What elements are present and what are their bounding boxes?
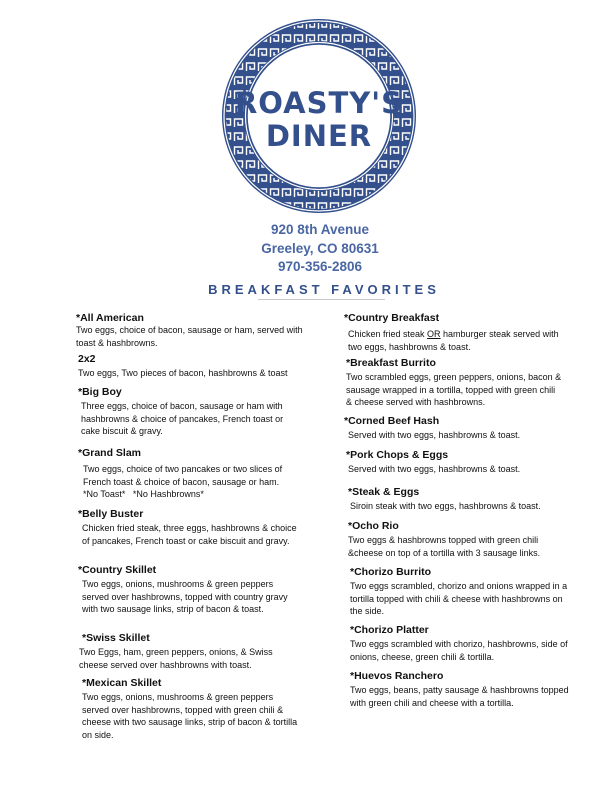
item-name: *Chorizo Burrito bbox=[350, 566, 432, 578]
menu-item-ocho-rio bbox=[348, 520, 570, 559]
menu-item-swiss-skillet bbox=[79, 632, 304, 671]
menu-item-chorizo-burrito bbox=[350, 566, 576, 618]
menu-item-all-american bbox=[76, 312, 308, 349]
item-description: Served with two eggs, hashbrowns & toast. bbox=[348, 430, 521, 440]
item-name: *Swiss Skillet bbox=[82, 632, 150, 644]
item-description: Two eggs, onions, mushrooms & green peppers served over hashbrowns, topped with country gravy with two sausage links, strip of bacon & toast. bbox=[82, 579, 288, 614]
item-description: Served with two eggs, hashbrowns & toast. bbox=[348, 464, 521, 474]
menu-item-country-skillet bbox=[78, 564, 298, 616]
menu-item-steak-eggs bbox=[348, 486, 578, 513]
underlined-word: OR bbox=[427, 329, 441, 339]
item-description: Three eggs, choice of bacon, sausage or ham with hashbrowns & choice of pancakes, French toast or cake biscuit & gravy. bbox=[81, 401, 284, 436]
item-name: *Pork Chops & Eggs bbox=[346, 449, 449, 461]
item-description: Chicken fried steak, three eggs, hashbrowns & choice of pancakes, French toast or cake biscuit and gravy. bbox=[82, 523, 297, 546]
item-name: *Huevos Ranchero bbox=[350, 670, 444, 682]
menu-item-belly-buster bbox=[78, 508, 304, 547]
item-description: Two eggs, beans, patty sausage & hashbrowns topped with green chili and cheese with a tortilla. bbox=[350, 685, 569, 708]
item-name: *Chorizo Platter bbox=[350, 624, 429, 636]
item-description: Siroin steak with two eggs, hashbrowns & toast. bbox=[350, 501, 541, 511]
address-city: Greeley, CO 80631 bbox=[261, 241, 379, 256]
description-part: hamburger steak served with two eggs, hashbrowns & toast. bbox=[348, 329, 559, 352]
item-description: Two eggs & hashbrowns topped with green chili &cheese on top of a tortilla with 3 sausage links. bbox=[348, 535, 541, 558]
item-description: Two eggs, choice of bacon, sausage or ham, served with toast & hashbrowns. bbox=[76, 325, 303, 348]
item-name: *Steak & Eggs bbox=[348, 486, 420, 498]
item-name: *Ocho Rio bbox=[348, 520, 399, 532]
item-name: *Breakfast Burrito bbox=[346, 357, 436, 369]
menu-item-country-breakfast bbox=[344, 312, 564, 353]
title-divider bbox=[258, 299, 385, 300]
item-description: Two scrambled eggs, green peppers, onions, bacon & sausage wrapped in a tortilla, topped with green chili & cheese served with hashbrowns. bbox=[346, 372, 562, 407]
phone-number: 970-356-2806 bbox=[277, 259, 363, 274]
item-name: *Corned Beef Hash bbox=[344, 415, 440, 427]
item-description: Two eggs, Two pieces of bacon, hashbrowns & toast bbox=[78, 368, 288, 378]
address-street: 920 8th Avenue bbox=[270, 222, 370, 237]
menu-item-huevos-ranchero bbox=[350, 670, 570, 709]
section-title: BREAKFAST FAVORITES bbox=[208, 282, 440, 297]
item-description: Two eggs, onions, mushrooms & green peppers served over hashbrowns, topped with green chili & cheese with two sausage links, strip of bacon & tortilla on side. bbox=[82, 692, 298, 740]
menu-item-big-boy bbox=[78, 386, 303, 438]
menu-item-corned-beef-hash bbox=[344, 415, 574, 442]
menu-item-2x2 bbox=[78, 353, 310, 380]
item-name: *Belly Buster bbox=[78, 508, 144, 520]
menu-item-pork-chops-eggs bbox=[346, 449, 576, 476]
menu-item-grand-slam bbox=[78, 447, 308, 501]
diner-logo bbox=[221, 18, 417, 214]
item-name: *Grand Slam bbox=[78, 447, 142, 459]
item-description: Two Eggs, ham, green peppers, onions, & Swiss cheese served over hashbrowns with toast. bbox=[79, 647, 273, 670]
item-name: *Mexican Skillet bbox=[82, 677, 162, 689]
item-description bbox=[344, 328, 564, 353]
item-name: *Country Skillet bbox=[78, 564, 157, 576]
item-description: Two eggs scrambled, chorizo and onions wrapped in a tortilla topped with chili & cheese with hashbrowns on the side. bbox=[350, 581, 568, 616]
menu-item-breakfast-burrito bbox=[346, 357, 562, 409]
item-description: Two eggs scrambled with chorizo, hashbrowns, side of onions, cheese, green chili & tortilla. bbox=[350, 639, 568, 662]
item-name: *Big Boy bbox=[78, 386, 122, 398]
item-note: *No Toast* *No Hashbrowns* bbox=[83, 489, 204, 499]
item-name: *All American bbox=[76, 312, 144, 324]
item-name: *Country Breakfast bbox=[344, 312, 440, 324]
logo-line-2: DINER bbox=[265, 119, 373, 153]
item-name: 2x2 bbox=[78, 353, 96, 365]
logo-line-1: ROASTY'S bbox=[234, 86, 404, 120]
menu-item-mexican-skillet bbox=[82, 677, 302, 741]
description-part: Chicken fried steak bbox=[348, 329, 428, 339]
menu-item-chorizo-platter bbox=[350, 624, 568, 663]
item-description: Two eggs, choice of two pancakes or two slices of French toast & choice of bacon, sausage or ham. bbox=[83, 464, 283, 487]
